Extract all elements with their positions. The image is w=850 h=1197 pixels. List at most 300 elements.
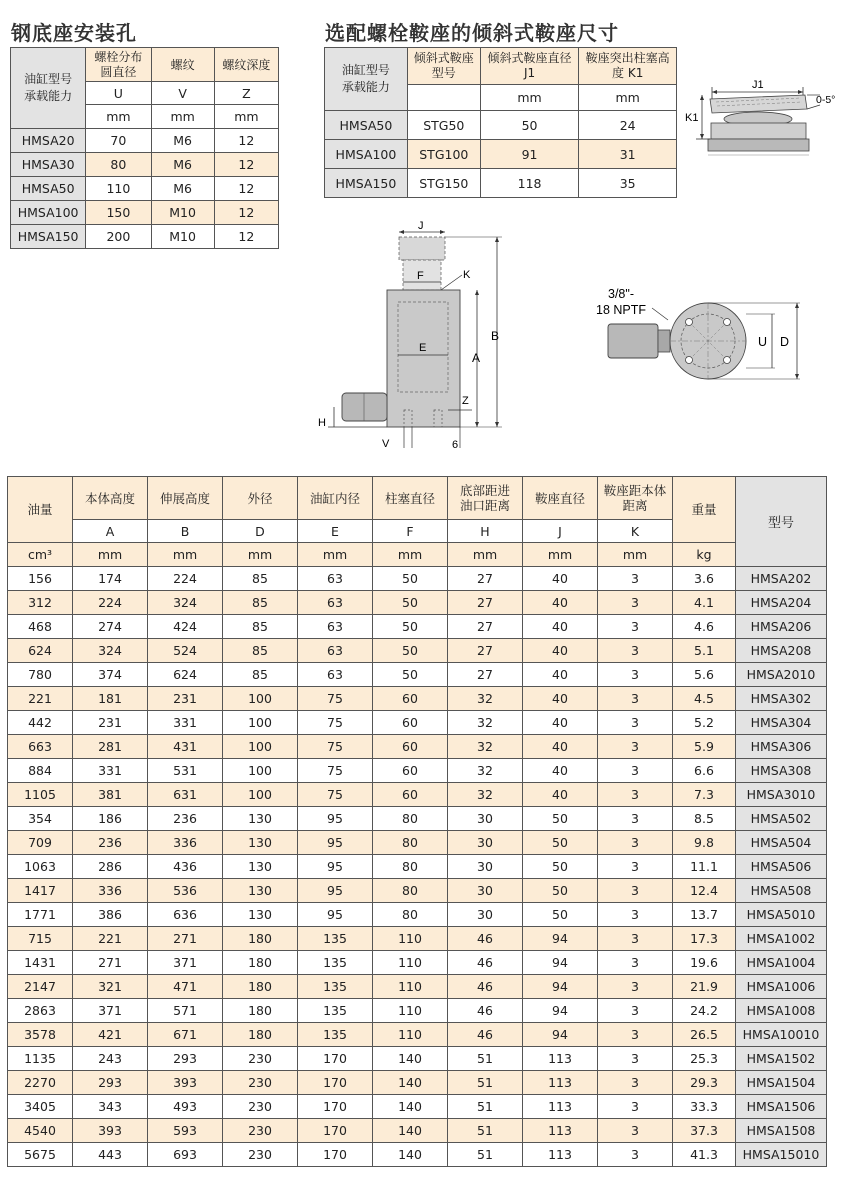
model-cell: HMSA10010 (736, 1023, 827, 1047)
value-cell: 7.3 (673, 783, 736, 807)
value-cell: 531 (148, 759, 223, 783)
right-col-name: 鞍座突出柱塞高 度 K1 (579, 48, 677, 85)
right-col-unit (407, 85, 480, 111)
value-cell: 60 (373, 711, 448, 735)
value-cell: 94 (523, 1023, 598, 1047)
model-cell: HMSA2010 (736, 663, 827, 687)
header-symbol: A (73, 520, 148, 543)
value-cell: 26.5 (673, 1023, 736, 1047)
table-row (11, 153, 279, 177)
value-cell: 12 (214, 177, 278, 201)
value-cell: 80 (373, 831, 448, 855)
value-cell: 331 (73, 759, 148, 783)
value-cell: 324 (148, 591, 223, 615)
left-section-title: 钢底座安装孔 (11, 21, 137, 45)
value-cell: 46 (448, 975, 523, 999)
value-cell: 170 (298, 1119, 373, 1143)
table-row (325, 169, 677, 198)
base-mounting-table (10, 47, 279, 249)
model-cell: HMSA100 (325, 140, 408, 169)
value-cell: 32 (448, 759, 523, 783)
value-cell: M10 (151, 201, 214, 225)
value-cell: 421 (73, 1023, 148, 1047)
k-leader (441, 275, 462, 290)
k1-label: K1 (685, 112, 699, 124)
value-cell: 94 (523, 999, 598, 1023)
value-cell: 180 (223, 999, 298, 1023)
value-cell: 9.8 (673, 831, 736, 855)
table-row (8, 807, 827, 831)
value-cell: 336 (148, 831, 223, 855)
header-name: 底部距进 油口距离 (448, 477, 523, 520)
value-cell: 46 (448, 951, 523, 975)
bolt-hole (686, 357, 693, 364)
value-cell: 3 (598, 975, 673, 999)
value-cell: 110 (373, 951, 448, 975)
value-cell: 50 (523, 879, 598, 903)
value-cell: 780 (8, 663, 73, 687)
value-cell: 21.9 (673, 975, 736, 999)
value-cell: 80 (373, 903, 448, 927)
value-cell: 230 (223, 1047, 298, 1071)
value-cell: 63 (298, 639, 373, 663)
value-cell: M10 (151, 225, 214, 249)
value-cell: 180 (223, 975, 298, 999)
label-h: H (318, 417, 326, 429)
value-cell: 374 (73, 663, 148, 687)
value-cell: 624 (8, 639, 73, 663)
value-cell: 75 (298, 687, 373, 711)
value-cell: 271 (148, 927, 223, 951)
value-cell: 110 (373, 927, 448, 951)
value-cell: 46 (448, 927, 523, 951)
value-cell: 135 (298, 975, 373, 999)
value-cell: 2147 (8, 975, 73, 999)
value-cell: 1105 (8, 783, 73, 807)
value-cell: 493 (148, 1095, 223, 1119)
value-cell: 46 (448, 999, 523, 1023)
value-cell: 274 (73, 615, 148, 639)
value-cell: 50 (480, 111, 579, 140)
model-cell: HMSA50 (11, 177, 86, 201)
header-symbol: K (598, 520, 673, 543)
value-cell: 60 (373, 783, 448, 807)
value-cell: 130 (223, 831, 298, 855)
left-col-name: 螺栓分布 圆直径 (86, 48, 151, 82)
value-cell: 3 (598, 1047, 673, 1071)
table-row (8, 591, 827, 615)
value-cell: 50 (373, 567, 448, 591)
value-cell: 230 (223, 1143, 298, 1167)
main-spec-table (7, 476, 827, 1167)
table-row (8, 999, 827, 1023)
value-cell: 50 (523, 855, 598, 879)
k1-arrow-bottom (700, 134, 704, 139)
table-row (325, 140, 677, 169)
value-cell: 80 (373, 879, 448, 903)
value-cell: 140 (373, 1143, 448, 1167)
label-a: A (472, 351, 481, 365)
value-cell: 135 (298, 951, 373, 975)
value-cell: 221 (8, 687, 73, 711)
model-cell: HMSA502 (736, 807, 827, 831)
value-cell: 236 (73, 831, 148, 855)
model-cell: HMSA506 (736, 855, 827, 879)
value-cell: M6 (151, 177, 214, 201)
value-cell: 393 (73, 1119, 148, 1143)
value-cell: 156 (8, 567, 73, 591)
table-row (8, 1143, 827, 1167)
value-cell: 95 (298, 807, 373, 831)
value-cell: 100 (223, 711, 298, 735)
value-cell: 27 (448, 567, 523, 591)
right-col-unit: mm (480, 85, 579, 111)
value-cell: 51 (448, 1071, 523, 1095)
value-cell: 100 (223, 687, 298, 711)
b-arrow (495, 422, 499, 427)
port-leader (652, 308, 668, 320)
bolt-hole (686, 319, 693, 326)
model-cell: HMSA50 (325, 111, 408, 140)
value-cell: 140 (373, 1047, 448, 1071)
model-cell: HMSA204 (736, 591, 827, 615)
value-cell: 75 (298, 735, 373, 759)
label-j: J (418, 220, 424, 232)
value-cell: 27 (448, 663, 523, 687)
value-cell: 25.3 (673, 1047, 736, 1071)
value-cell: 30 (448, 807, 523, 831)
header-name: 油缸内径 (298, 477, 373, 520)
b-arrow (495, 237, 499, 242)
value-cell: 174 (73, 567, 148, 591)
table-row (8, 615, 827, 639)
value-cell: 312 (8, 591, 73, 615)
value-cell: 3 (598, 615, 673, 639)
tilting-saddle-diagram (680, 75, 845, 165)
a-arrow (475, 422, 479, 427)
label-z: Z (462, 395, 469, 407)
value-cell: 80 (86, 153, 151, 177)
value-cell: 884 (8, 759, 73, 783)
header-name: 鞍座距本体 距离 (598, 477, 673, 520)
model-cell: HMSA1002 (736, 927, 827, 951)
value-cell: 293 (73, 1071, 148, 1095)
value-cell: 170 (298, 1143, 373, 1167)
value-cell: 221 (73, 927, 148, 951)
table-row (8, 1071, 827, 1095)
value-cell: 24.2 (673, 999, 736, 1023)
plunger-body (711, 123, 806, 139)
value-cell: 33.3 (673, 1095, 736, 1119)
value-cell: 110 (373, 1023, 448, 1047)
value-cell: 85 (223, 615, 298, 639)
value-cell: 3578 (8, 1023, 73, 1047)
value-cell: 1417 (8, 879, 73, 903)
value-cell: 40 (523, 615, 598, 639)
value-cell: 40 (523, 783, 598, 807)
table-row (8, 735, 827, 759)
left-col-name: 螺纹 (151, 48, 214, 82)
value-cell: 12 (214, 153, 278, 177)
header-name: 油量 (8, 477, 73, 543)
value-cell: 3 (598, 951, 673, 975)
value-cell: 30 (448, 831, 523, 855)
j1-arrow-left (712, 90, 717, 94)
value-cell: 95 (298, 903, 373, 927)
value-cell: 51 (448, 1095, 523, 1119)
value-cell: 224 (148, 567, 223, 591)
value-cell: 3 (598, 999, 673, 1023)
value-cell: 32 (448, 783, 523, 807)
value-cell: 100 (223, 783, 298, 807)
value-cell: 50 (373, 615, 448, 639)
value-cell: 75 (298, 783, 373, 807)
value-cell: 51 (448, 1119, 523, 1143)
model-cell: HMSA1008 (736, 999, 827, 1023)
value-cell: 50 (523, 831, 598, 855)
value-cell: M6 (151, 153, 214, 177)
model-cell: HMSA206 (736, 615, 827, 639)
label-k: K (463, 269, 471, 281)
value-cell: 431 (148, 735, 223, 759)
value-cell: 442 (8, 711, 73, 735)
header-name: 柱塞直径 (373, 477, 448, 520)
header-unit: mm (448, 543, 523, 567)
value-cell: 50 (373, 663, 448, 687)
value-cell: 12 (214, 225, 278, 249)
value-cell: 130 (223, 879, 298, 903)
cylinder-top-view (590, 280, 810, 395)
value-cell: 135 (298, 1023, 373, 1047)
table-row (8, 879, 827, 903)
value-cell: 37.3 (673, 1119, 736, 1143)
angle-label: 0-5° (816, 94, 836, 106)
value-cell: 4.5 (673, 687, 736, 711)
port-label-line1: 3/8"- (608, 287, 634, 301)
cylinder-top (708, 139, 809, 151)
value-cell: 371 (73, 999, 148, 1023)
value-cell: 75 (298, 711, 373, 735)
value-cell: 231 (148, 687, 223, 711)
value-cell: 524 (148, 639, 223, 663)
bolt-hole (724, 357, 731, 364)
value-cell: 100 (223, 759, 298, 783)
value-cell: 19.6 (673, 951, 736, 975)
value-cell: 135 (298, 999, 373, 1023)
value-cell: 471 (148, 975, 223, 999)
model-cell: HMSA100 (11, 201, 86, 225)
value-cell: 40 (523, 567, 598, 591)
header-unit: mm (373, 543, 448, 567)
value-cell: 715 (8, 927, 73, 951)
value-cell: 231 (73, 711, 148, 735)
value-cell: 63 (298, 615, 373, 639)
value-cell: 443 (73, 1143, 148, 1167)
value-cell: 3 (598, 783, 673, 807)
value-cell: 230 (223, 1095, 298, 1119)
value-cell: 436 (148, 855, 223, 879)
value-cell: 236 (148, 807, 223, 831)
value-cell: 11.1 (673, 855, 736, 879)
value-cell: 40 (523, 687, 598, 711)
value-cell: 140 (373, 1095, 448, 1119)
model-cell: HMSA1506 (736, 1095, 827, 1119)
model-cell: HMSA150 (11, 225, 86, 249)
header-unit: mm (523, 543, 598, 567)
value-cell: 3 (598, 1071, 673, 1095)
model-cell: HMSA1508 (736, 1119, 827, 1143)
value-cell: 6.6 (673, 759, 736, 783)
model-cell: HMSA508 (736, 879, 827, 903)
header-unit: mm (298, 543, 373, 567)
model-cell: HMSA306 (736, 735, 827, 759)
value-cell: 32 (448, 687, 523, 711)
value-cell: 30 (448, 855, 523, 879)
value-cell: 70 (86, 129, 151, 153)
k1-arrow-top (700, 95, 704, 100)
model-cell: HMSA302 (736, 687, 827, 711)
j-arrow (440, 230, 445, 234)
value-cell: 32 (448, 711, 523, 735)
value-cell: 75 (298, 759, 373, 783)
value-cell: 3 (598, 687, 673, 711)
value-cell: 3405 (8, 1095, 73, 1119)
value-cell: 4.1 (673, 591, 736, 615)
value-cell: 3 (598, 927, 673, 951)
value-cell: 85 (223, 567, 298, 591)
value-cell: 80 (373, 855, 448, 879)
value-cell: 5675 (8, 1143, 73, 1167)
port-label-line2: 18 NPTF (596, 303, 647, 317)
value-cell: 3 (598, 639, 673, 663)
value-cell: 60 (373, 735, 448, 759)
right-col-unit: mm (579, 85, 677, 111)
model-cell: HMSA5010 (736, 903, 827, 927)
table-row (11, 129, 279, 153)
value-cell: 113 (523, 1143, 598, 1167)
value-cell: 3.6 (673, 567, 736, 591)
table-row (8, 567, 827, 591)
table-row (8, 1095, 827, 1119)
value-cell: 35 (579, 169, 677, 198)
left-col-symbol: U (86, 82, 151, 105)
model-cell: HMSA30 (11, 153, 86, 177)
value-cell: 293 (148, 1047, 223, 1071)
value-cell: 31 (579, 140, 677, 169)
value-cell: 3 (598, 831, 673, 855)
value-cell: 3 (598, 1119, 673, 1143)
header-symbol: E (298, 520, 373, 543)
label-d: D (780, 335, 790, 349)
value-cell: 624 (148, 663, 223, 687)
header-symbol: H (448, 520, 523, 543)
value-cell: 331 (148, 711, 223, 735)
table-row (8, 927, 827, 951)
value-cell: 135 (298, 927, 373, 951)
value-cell: 63 (298, 567, 373, 591)
top-fitting (608, 324, 658, 358)
value-cell: 27 (448, 639, 523, 663)
value-cell: 5.6 (673, 663, 736, 687)
value-cell: STG100 (407, 140, 480, 169)
table-row (325, 111, 677, 140)
value-cell: STG150 (407, 169, 480, 198)
value-cell: 1771 (8, 903, 73, 927)
model-cell: HMSA504 (736, 831, 827, 855)
value-cell: 3 (598, 1143, 673, 1167)
value-cell: 41.3 (673, 1143, 736, 1167)
value-cell: 100 (223, 735, 298, 759)
value-cell: 3 (598, 903, 673, 927)
table-row (8, 783, 827, 807)
header-symbol: D (223, 520, 298, 543)
table-row (8, 1047, 827, 1071)
model-cell: HMSA20 (11, 129, 86, 153)
saddle-size-table (324, 47, 677, 198)
value-cell: 381 (73, 783, 148, 807)
table-row (8, 855, 827, 879)
label-v: V (382, 438, 390, 450)
value-cell: 224 (73, 591, 148, 615)
table-row (8, 951, 827, 975)
model-cell: HMSA3010 (736, 783, 827, 807)
value-cell: 113 (523, 1095, 598, 1119)
j1-label: J1 (752, 79, 764, 91)
value-cell: 3 (598, 711, 673, 735)
header-name: 伸展高度 (148, 477, 223, 520)
value-cell: 693 (148, 1143, 223, 1167)
value-cell: 118 (480, 169, 579, 198)
value-cell: 85 (223, 591, 298, 615)
table-row (8, 639, 827, 663)
value-cell: 386 (73, 903, 148, 927)
value-cell: 40 (523, 759, 598, 783)
header-name: 本体高度 (73, 477, 148, 520)
value-cell: 13.7 (673, 903, 736, 927)
value-cell: 51 (448, 1047, 523, 1071)
left-header-label: 油缸型号 承载能力 (11, 48, 86, 129)
label-six: 6 (452, 439, 459, 451)
header-symbol: J (523, 520, 598, 543)
bolt-hole (724, 319, 731, 326)
value-cell: 3 (598, 807, 673, 831)
value-cell: 85 (223, 663, 298, 687)
value-cell: 50 (523, 807, 598, 831)
table-row (8, 1119, 827, 1143)
value-cell: 110 (373, 999, 448, 1023)
top-fitting-nut (658, 330, 670, 352)
value-cell: 140 (373, 1119, 448, 1143)
value-cell: 230 (223, 1119, 298, 1143)
value-cell: 80 (373, 807, 448, 831)
saddle-outline (399, 237, 445, 260)
left-col-unit: mm (151, 105, 214, 129)
value-cell: 3 (598, 1095, 673, 1119)
model-cell: HMSA208 (736, 639, 827, 663)
header-name: 外径 (223, 477, 298, 520)
value-cell: 170 (298, 1047, 373, 1071)
label-f: F (417, 270, 424, 282)
model-cell: HMSA1504 (736, 1071, 827, 1095)
value-cell: 32 (448, 735, 523, 759)
value-cell: 60 (373, 687, 448, 711)
value-cell: 424 (148, 615, 223, 639)
value-cell: 5.2 (673, 711, 736, 735)
table-row (11, 177, 279, 201)
value-cell: 5.9 (673, 735, 736, 759)
table-row (11, 225, 279, 249)
model-cell: HMSA308 (736, 759, 827, 783)
